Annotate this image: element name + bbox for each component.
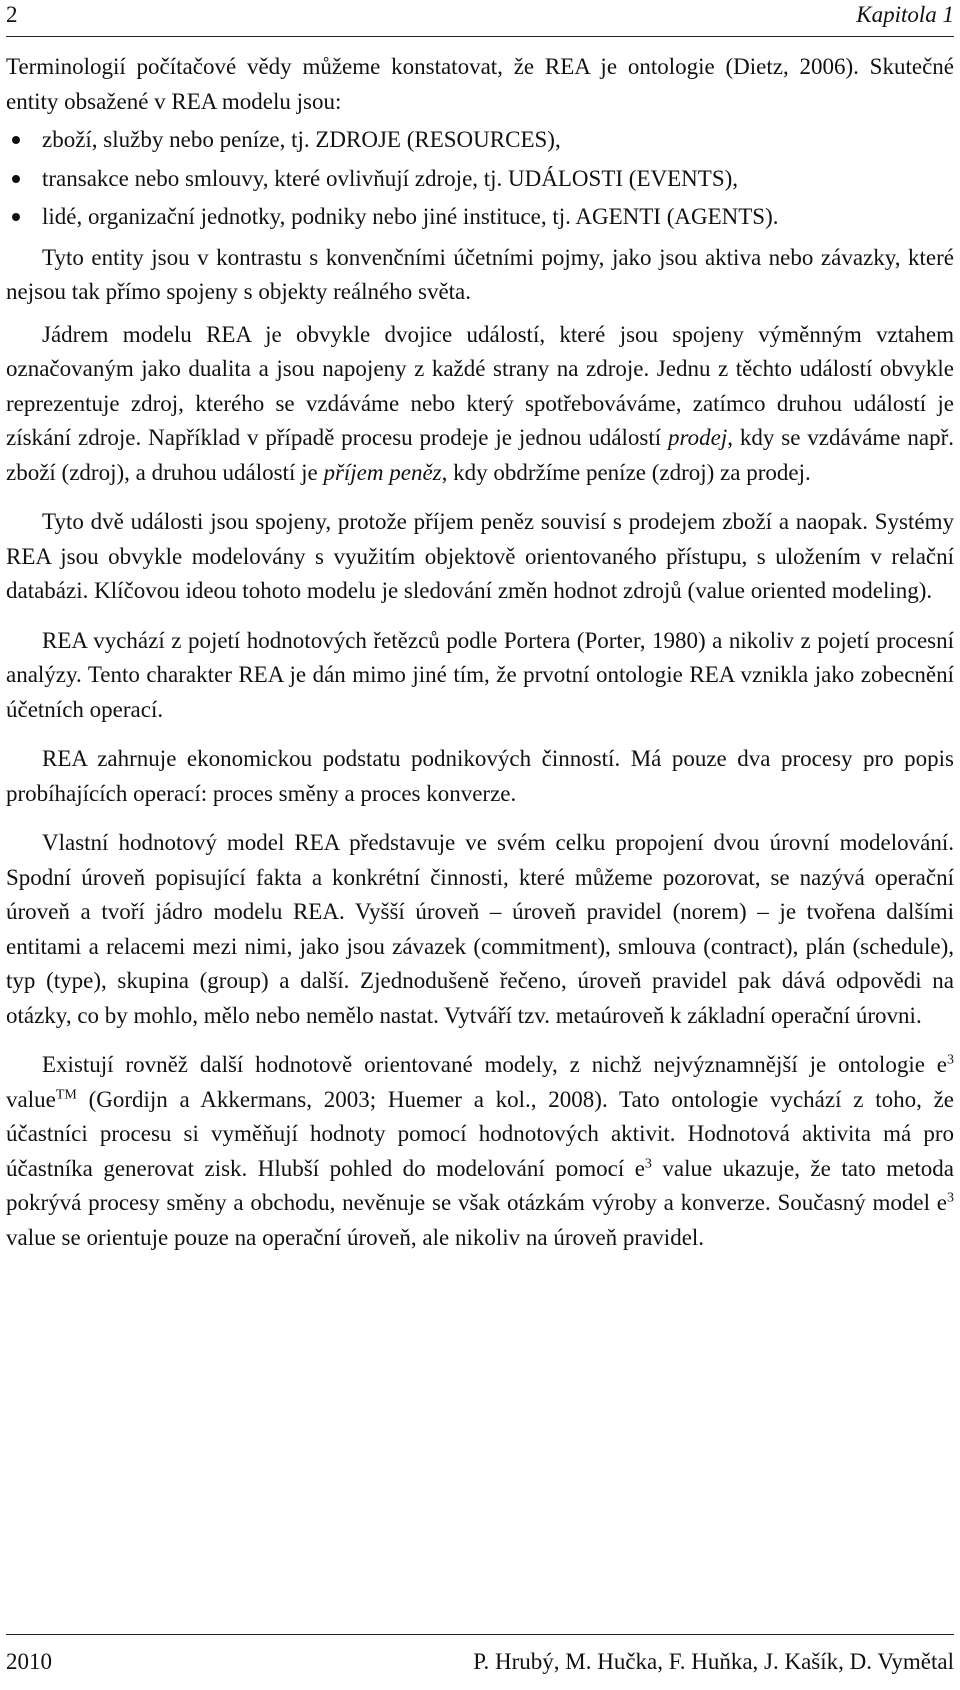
superscript: 3 [644,1155,652,1171]
chapter-title: Kapitola 1 [856,2,954,27]
bullet-icon [12,136,20,144]
paragraph-7-text: Existují rovněž další hodnotově orientované modely, z nichž nejvýznamnější je ontologie e [42,1052,947,1077]
list-item-text: transakce nebo smlouvy, které ovlivňují zdroje, tj. UDÁLOSTI (EVENTS), [42,165,739,191]
emphasis-prodej: prodej [668,425,728,450]
list-item-text: zboží, služby nebo peníze, tj. ZDROJE (RESOURCES), [42,127,561,152]
emphasis-prijem-penez: příjem peněz [323,459,442,485]
paragraph-2-text: Jádrem modelu REA je obvykle dvojice událostí, které jsou spojeny výměnným vztahem označovaným jako dualita a jsou napojeny z každé strany na zdroje. Jednu z těchto událostí obvykle reprezentuje zdroj, kterého se vzdáváme nebo který spotřebováváme, zatímco druhou událostí je získání zdroje. Například v případě procesu prodeje je jednou událostí [6,321,954,450]
list-item [6,200,954,235]
list-item-text: lidé, organizační jednotky, podniky nebo jiné instituce, tj. AGENTI (AGENTS). [42,204,779,229]
page-number: 2 [6,2,18,27]
superscript: 3 [947,1052,954,1068]
list-item [6,162,954,197]
footer-year: 2010 [6,1649,52,1674]
paragraph-7-text: value ukazuje, že tato metoda pokrývá procesy směny a obchodu, nevěnuje se však otázkám výroby a konverze. Současný model e [6,1155,954,1215]
page-header [6,0,954,37]
paragraph-4: REA vychází z pojetí hodnotových řetězců podle Portera (Porter, 1980) a nikoliv z pojetí procesní analýzy. Tento charakter REA je dán mimo jiné tím, že prvotní ontologie REA vznikla jako zobecnění účetních operací. [6,627,954,722]
paragraph-5: REA zahrnuje ekonomickou podstatu podnikových činností. Má pouze dva procesy pro popis probíhajících operací: proces směny a proces konverze. [6,746,954,806]
list-item [6,123,954,158]
paragraph-3: Tyto dvě události jsou spojeny, protože příjem peněz souvisí s prodejem zboží a naopak. Systémy REA jsou obvykle modelovány s využitím objektově orientovaného přístupu, s uložením v relační databázi. Klíčovou ideou tohoto modelu je sledování změn hodnot zdrojů (value oriented modeling). [6,509,954,603]
paragraph-6: Vlastní hodnotový model REA představuje ve svém celku propojení dvou úrovní modelování. Spodní úroveň popisující fakta a konkrétní činnosti, které můžeme pozorovat, se nazývá operační úroveň a tvoří jádro modelu REA. Vyšší úroveň – úroveň pravidel (norem) – je tvořena dalšími entitami a relacemi mezi nimi, jako jsou závazek (commitment), smlouva (contract), plán (schedule), typ (type), skupina (group) a další. Zjednodušeně řečeno, úroveň pravidel pak dává odpovědi na otázky, co by mohlo, mělo nebo nemělo nastat. Vytváří tzv. metaúroveň k základní operační úrovni. [6,830,954,1028]
page-body [6,50,954,1255]
page-footer [6,1634,954,1679]
bullet-icon [12,213,20,221]
paragraph-7 [6,1048,954,1255]
bullet-icon [12,175,20,183]
paragraph-7-text: value se orientuje pouze na operační úroveň, ale nikoliv na úroveň pravidel. [6,1224,705,1250]
intro-paragraph: Terminologií počítačové vědy můžeme konstatovat, že REA je ontologie (Dietz, 2006). Skutečné entity obsažené v REA modelu jsou: [6,54,954,114]
superscript: TM [55,1086,77,1102]
paragraph-7-text: value [6,1086,56,1112]
paragraph-7-text: (Gordijn a Akkermans, 2003; Huemer a kol., 2008). Tato ontologie vychází z toho, že účastníci procesu si vyměňují hodnoty pomocí hodnotových aktivit. Hodnotová aktivita má pro účastníka generovat zisk. Hlubší pohled do modelování pomocí e [6,1086,954,1181]
entity-list [6,123,954,235]
paragraph-2 [6,318,954,491]
document-page [6,0,954,1690]
superscript: 3 [947,1190,954,1206]
paragraph-2-text: , kdy obdržíme peníze (zdroj) za prodej. [441,459,811,485]
footer-authors: P. Hrubý, M. Hučka, F. Huňka, J. Kašík, D. Vymětal [473,1649,954,1674]
paragraph-2-text: , kdy se vzdáváme např. zboží (zdroj), a druhou událostí je [6,425,954,485]
paragraph-1: Tyto entity jsou v kontrastu s konvenčními účetními pojmy, jako jsou aktiva nebo závazky, které nejsou tak přímo spojeny s objekty reálného světa. [6,244,954,304]
